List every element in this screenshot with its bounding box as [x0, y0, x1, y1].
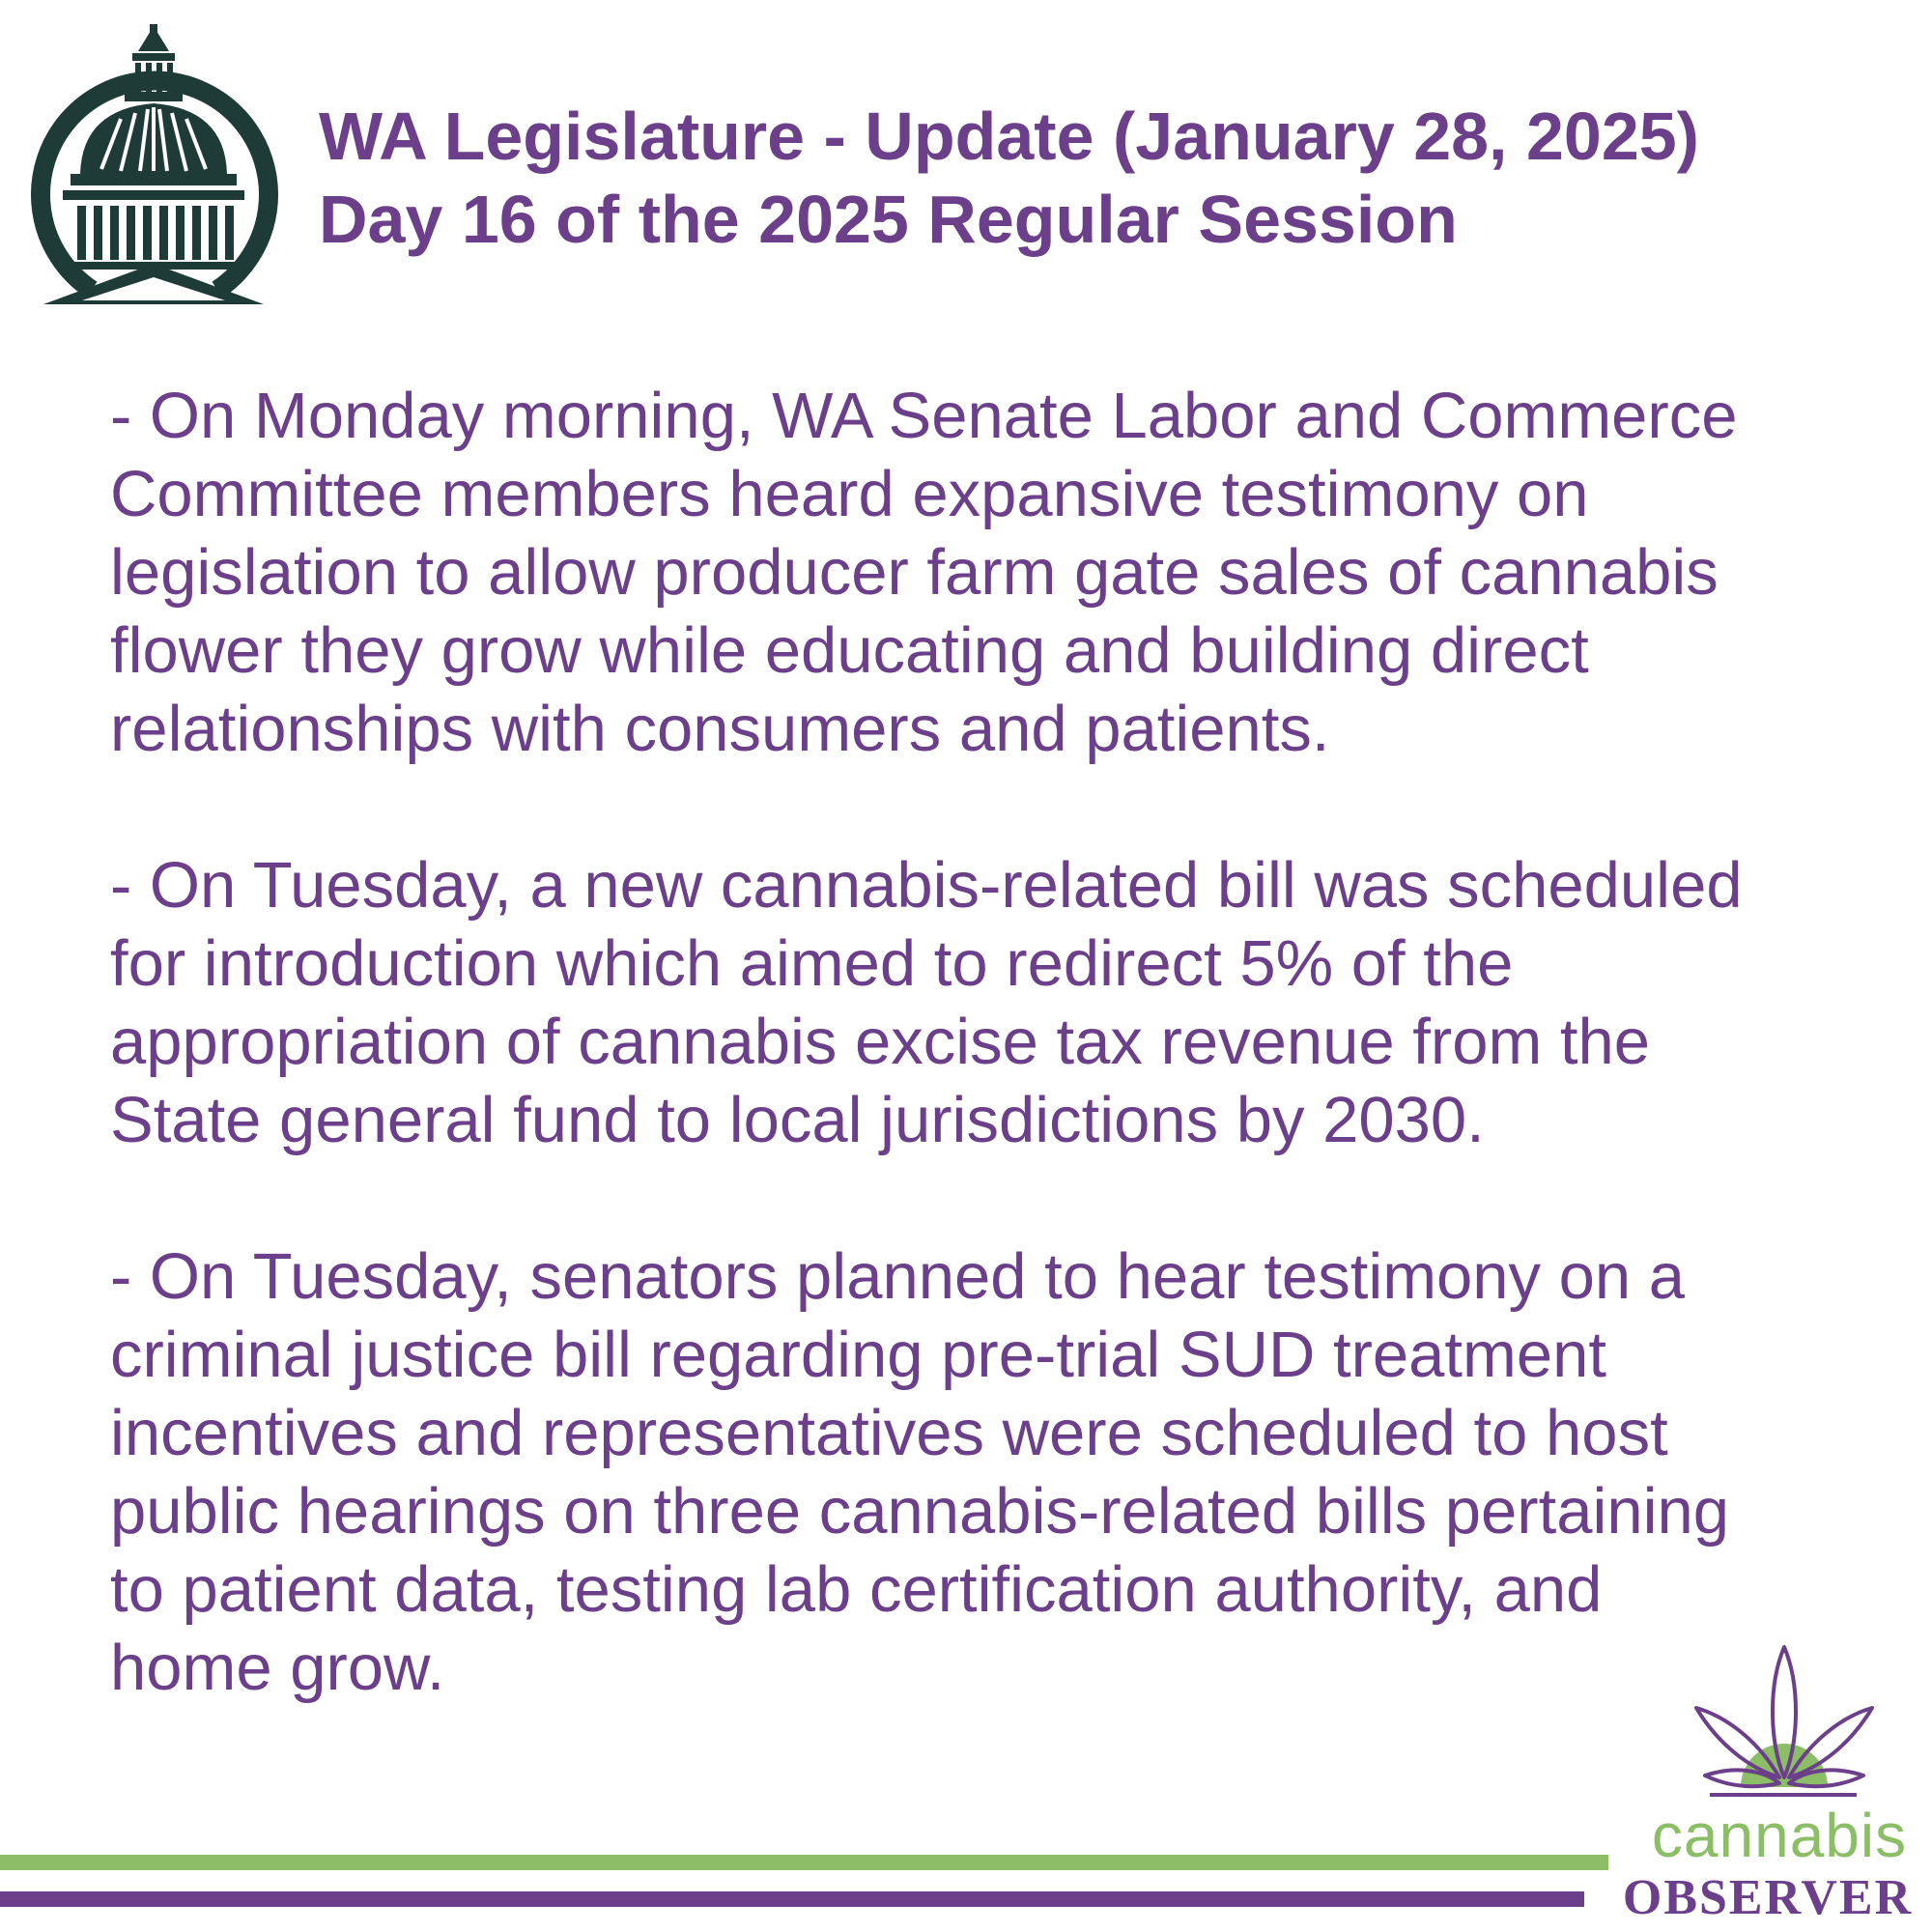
title-line-date: WA Legislature - Update (January 28, 2025)	[319, 99, 1699, 174]
update-item-tuesday-bill	[110, 846, 1849, 1159]
cannabis-observer-logo	[1613, 1642, 1922, 1927]
text-line: appropriation of cannabis excise tax revenue from the	[110, 1006, 1651, 1078]
update-body	[110, 377, 1849, 1785]
title-line-session: Day 16 of the 2025 Regular Session	[319, 182, 1458, 257]
text-line: - On Tuesday, a new cannabis-related bill was scheduled	[110, 849, 1743, 922]
text-line: for introduction which aimed to redirect 5% of the	[110, 927, 1514, 1000]
text-line: relationships with consumers and patients.	[110, 693, 1330, 765]
text-line: State general fund to local jurisdictions by 2030.	[110, 1084, 1485, 1156]
brand-word-cannabis: cannabis	[1651, 1801, 1908, 1870]
update-item-tuesday-hearings	[110, 1237, 1849, 1707]
text-line: incentives and representatives were scheduled to host	[110, 1397, 1668, 1469]
footer-green-bar	[0, 1855, 1608, 1870]
capitol-dome-icon	[24, 24, 285, 304]
text-line: flower they grow while educating and building direct	[110, 614, 1589, 687]
text-line: criminal justice bill regarding pre-trial SUD treatment	[110, 1319, 1606, 1391]
text-line: - On Tuesday, senators planned to hear testimony on a	[110, 1240, 1686, 1313]
text-line: - On Monday morning, WA Senate Labor and Commerce	[110, 380, 1738, 452]
text-line: legislation to allow producer farm gate sales of cannabis	[110, 536, 1719, 609]
text-line: Committee members heard expansive testimony on	[110, 458, 1589, 530]
footer-purple-bar	[0, 1891, 1584, 1907]
text-line: public hearings on three cannabis-related bills pertaining	[110, 1475, 1730, 1548]
page-title	[319, 95, 1903, 261]
brand-word-observer: OBSERVER	[1622, 1870, 1914, 1925]
text-line: to patient data, testing lab certification authority, and	[110, 1553, 1603, 1626]
cannabis-leaf-sunrise-icon	[1690, 1642, 1874, 1802]
text-line: home grow.	[110, 1632, 445, 1704]
update-item-monday	[110, 377, 1849, 768]
